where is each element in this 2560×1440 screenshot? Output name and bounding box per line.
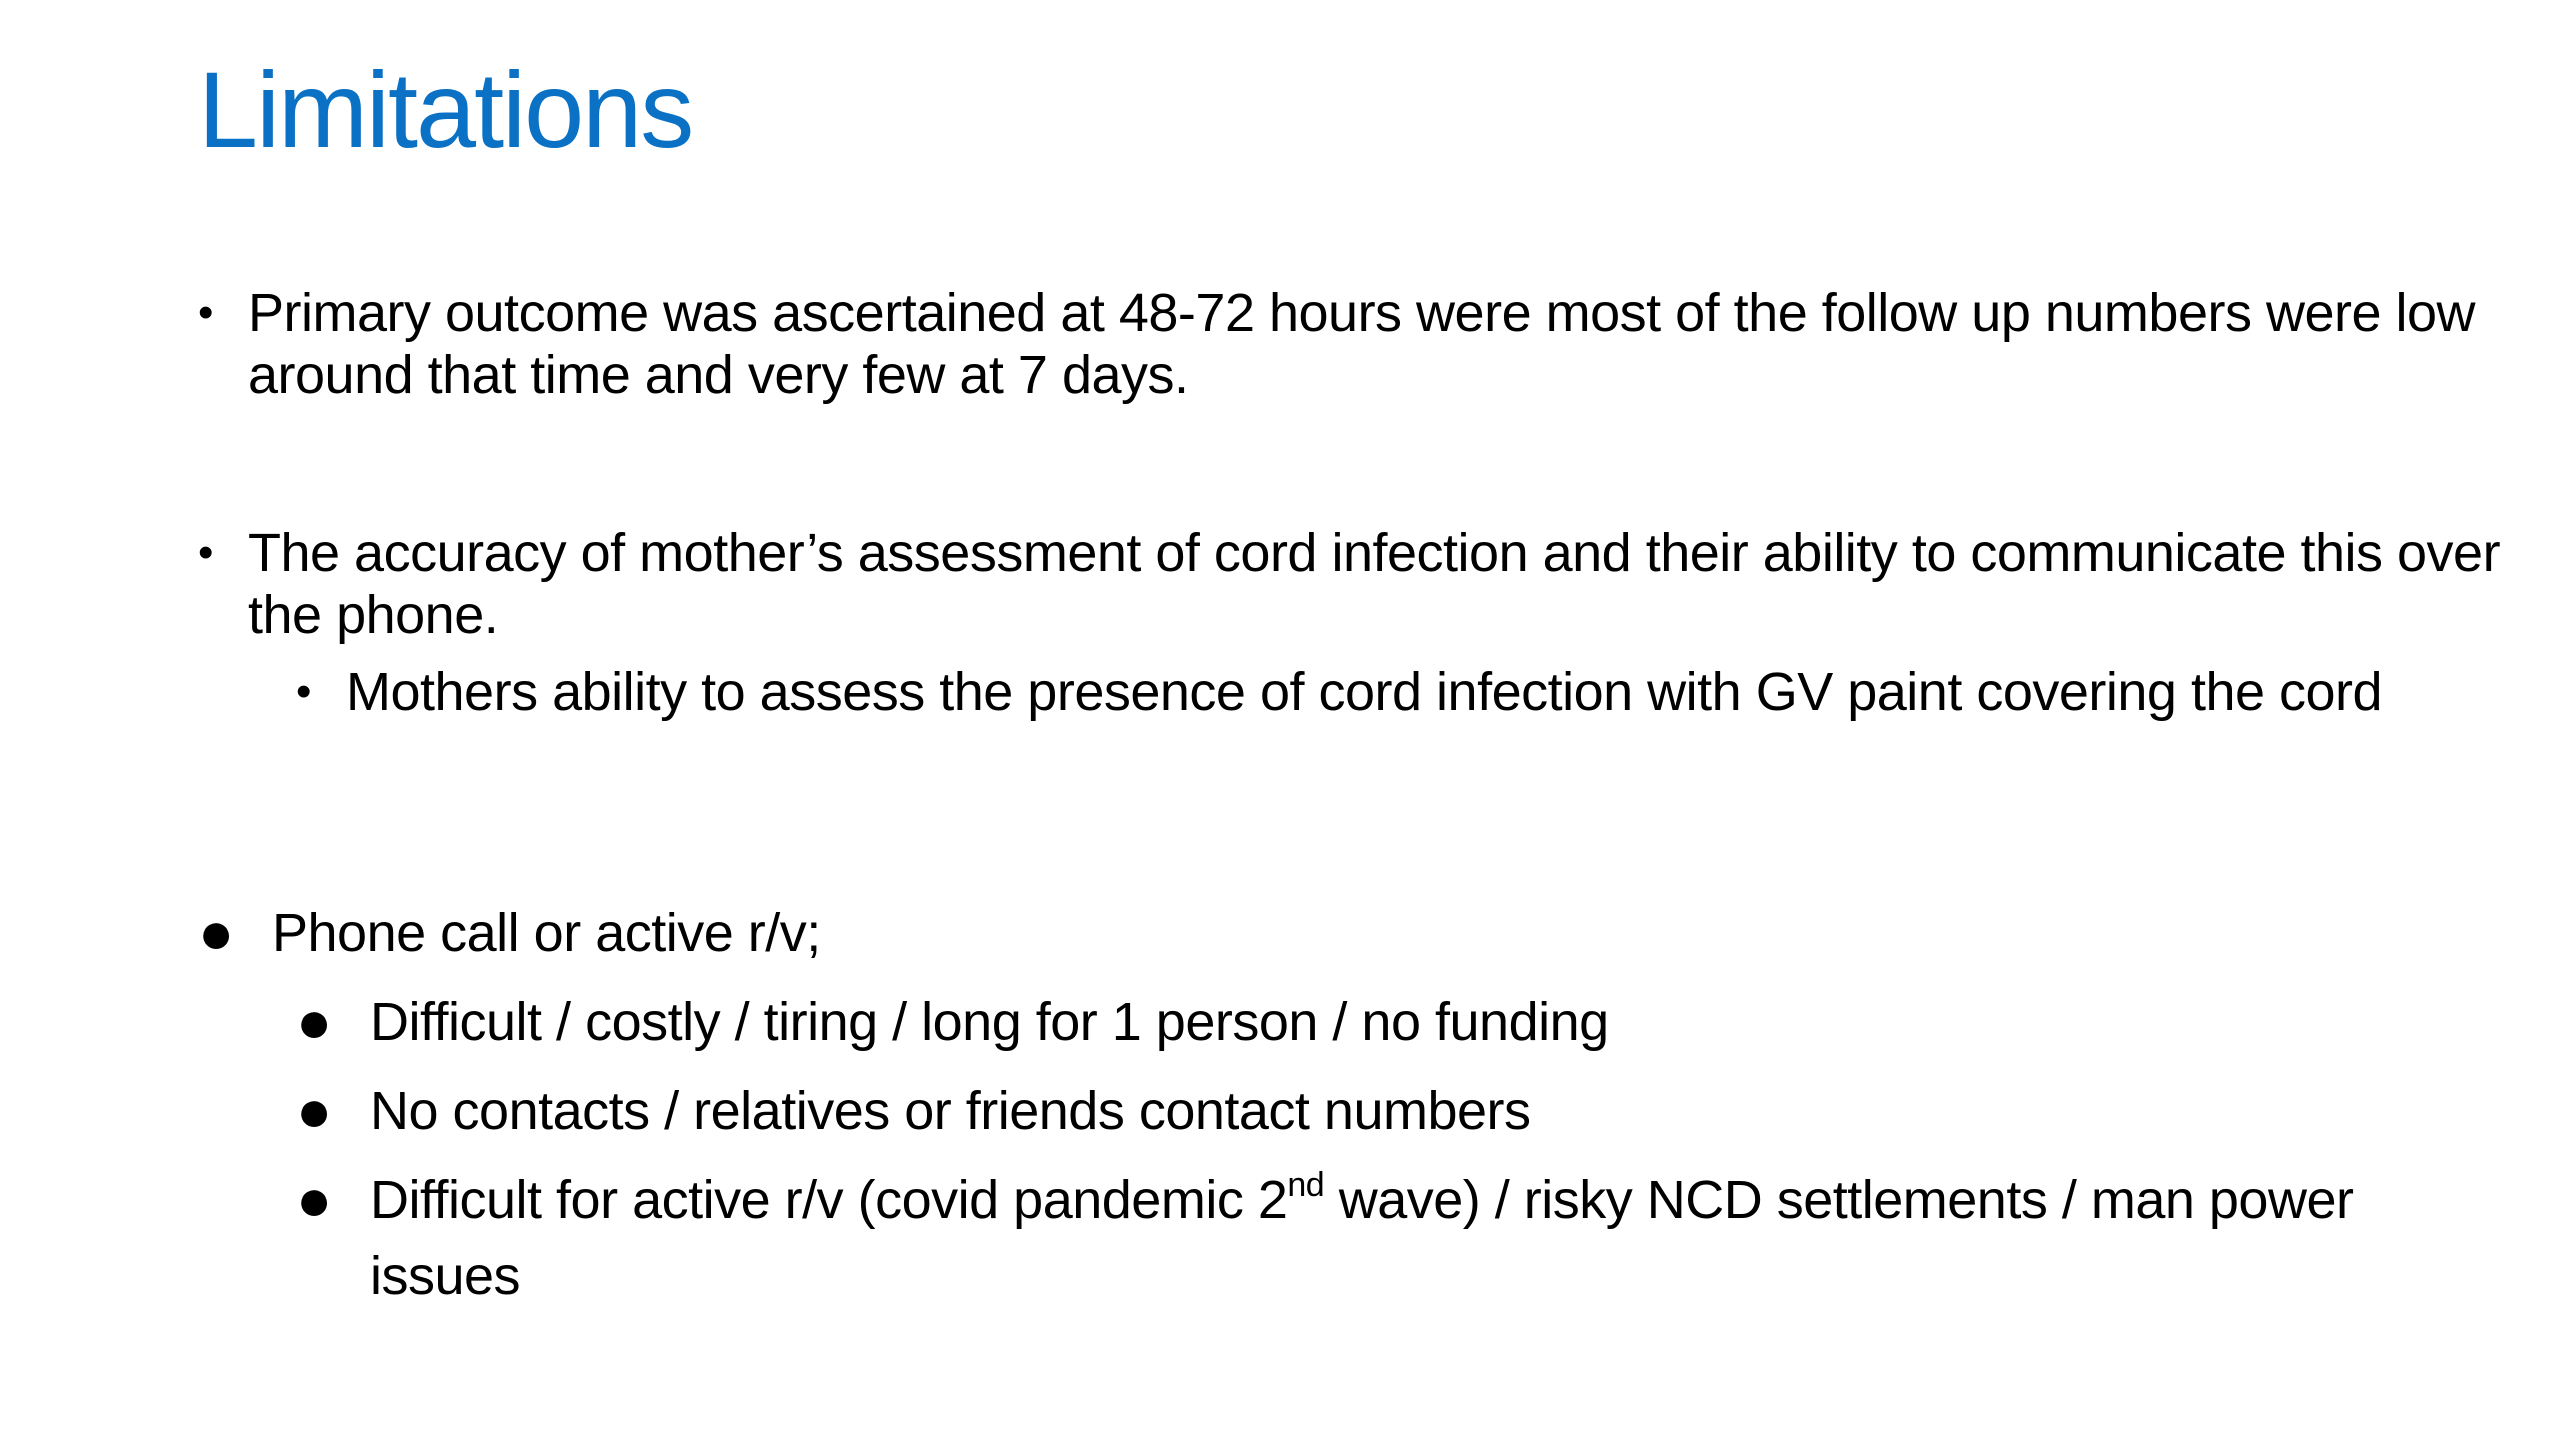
bullet-text: The accuracy of mother’s assessment of cord infection and their ability to communicate this over the phone. (248, 523, 2501, 645)
bullet-phone-call (198, 899, 2518, 966)
sub-bullet-text: Mothers ability to assess the presence of cord infection with GV paint covering the cord (346, 662, 2383, 722)
sub-bullet-difficult-costly (296, 984, 2516, 1060)
sub-bullet-covid (296, 1162, 2516, 1314)
bullet-dot-icon: ● (296, 1077, 332, 1144)
sub-bullet-text: No contacts / relatives or friends contact numbers (370, 1081, 1531, 1141)
bullet-text: Phone call or active r/v; (272, 903, 821, 963)
bullet-dot-icon: ● (296, 1166, 332, 1233)
sub-bullet-text: Difficult / costly / tiring / long for 1 person / no funding (370, 992, 1609, 1052)
sub-bullet-text-after: wave) / risky NCD settlements / man power issues (370, 1170, 2354, 1306)
sub-bullet-text-before: Difficult for active r/v (covid pandemic 2 (370, 1170, 1288, 1230)
sub-bullet-no-contacts (296, 1073, 2516, 1149)
bullet-dot-icon: ● (296, 988, 332, 1055)
bullet-dot-icon: ● (198, 899, 234, 966)
bullet-primary-outcome (198, 282, 2518, 406)
sub-bullet-gv-paint (296, 661, 2516, 723)
slide-title: Limitations (198, 49, 693, 170)
bullet-dot-icon: • (198, 288, 213, 337)
sub-bullet-text (370, 1162, 2516, 1314)
bullet-dot-icon: • (296, 667, 311, 716)
ordinal-superscript: nd (1287, 1166, 1325, 1204)
bullet-accuracy (198, 522, 2518, 646)
bullet-text: Primary outcome was ascertained at 48-72 hours were most of the follow up numbers were low around that time and very few at 7 days. (248, 283, 2476, 405)
bullet-dot-icon: • (198, 528, 213, 577)
